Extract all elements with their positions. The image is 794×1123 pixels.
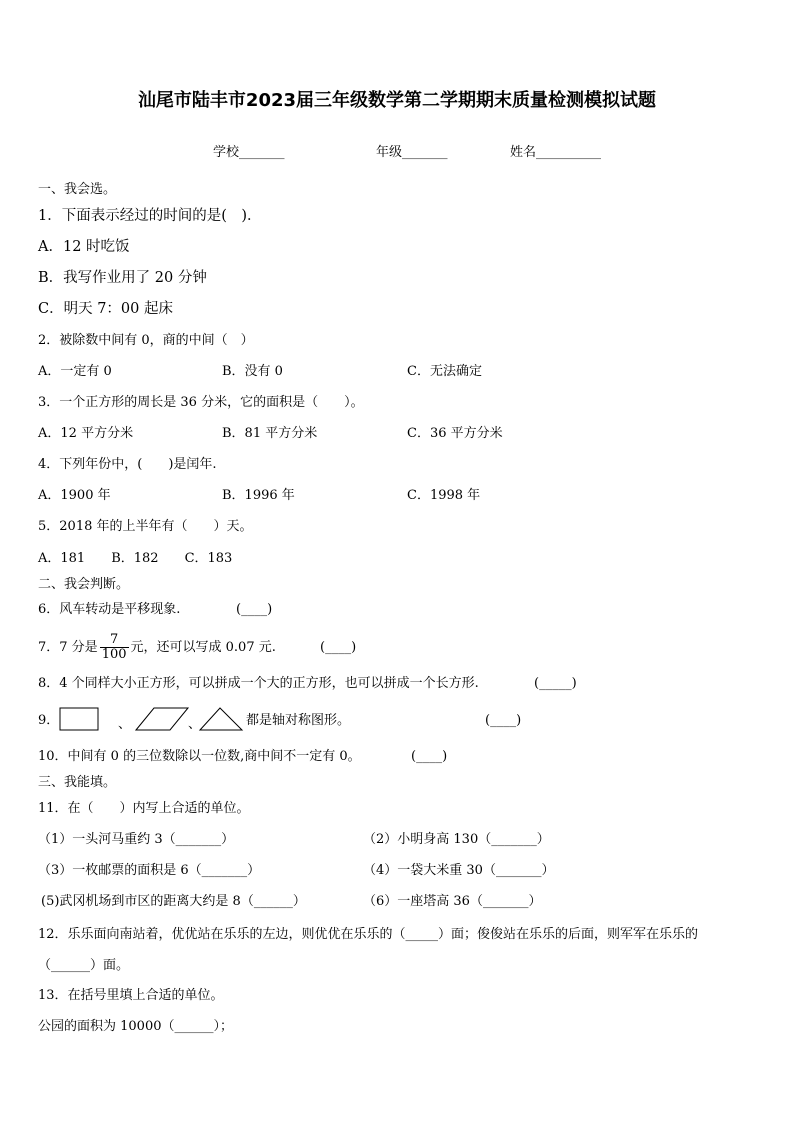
question-7-stem xyxy=(38,631,276,665)
question-3-stem: 3．一个正方形的周长是 36 分米，它的面积是（ ）。 xyxy=(38,395,364,410)
question-8-answer-paren[interactable]: (_____) xyxy=(534,676,577,691)
rectangle-shape xyxy=(60,708,98,730)
question-7-answer-paren[interactable]: (____) xyxy=(320,640,357,655)
fraction-numerator: 7 xyxy=(109,632,119,647)
question-3-option-a[interactable]: A．12 平方分米 xyxy=(38,426,134,441)
question-4-stem: 4．下列年份中，( )是闰年. xyxy=(38,457,217,472)
name-field[interactable]: 姓名__________ xyxy=(510,145,602,160)
page-title: 汕尾市陆丰市2023届三年级数学第二学期期末质量检测模拟试题 xyxy=(137,90,657,111)
question-4-option-b[interactable]: B．1996 年 xyxy=(222,488,295,503)
question-1-option-a[interactable]: A．12 时吃饭 xyxy=(38,239,130,255)
question-1-option-b[interactable]: B．我写作业用了 20 分钟 xyxy=(38,270,207,286)
question-12-line-1: 12．乐乐面向南站着，优优站在乐乐的左边，则优优在乐乐的（_____）面；俊俊站在乐乐的后面，则军军在乐乐的 xyxy=(38,927,699,942)
question-5-stem: 5．2018 年的上半年有（ ）天。 xyxy=(38,519,253,534)
question-2-stem: 2．被除数中间有 0，商的中间（ ） xyxy=(38,333,254,348)
question-3-option-b[interactable]: B．81 平方分米 xyxy=(222,426,318,441)
triangle-shape xyxy=(200,708,242,730)
question-2-option-b[interactable]: B．没有 0 xyxy=(222,364,283,379)
section-heading-choose: 一、我会选。 xyxy=(38,182,117,197)
question-13-stem: 13．在括号里填上合适的单位。 xyxy=(38,988,224,1003)
school-field[interactable]: 学校_______ xyxy=(213,145,285,160)
section-heading-fill: 三、我能填。 xyxy=(38,775,117,790)
question-11-item-4[interactable]: （4）一袋大米重 30（_______） xyxy=(363,863,555,878)
question-1-option-c[interactable]: C．明天 7：00 起床 xyxy=(38,301,173,317)
fraction-7-over-100 xyxy=(100,633,129,662)
question-9-text: 都是轴对称图形。 xyxy=(246,713,351,728)
question-12-line-2[interactable]: （______）面。 xyxy=(38,958,130,973)
fraction-denominator: 100 xyxy=(101,647,127,662)
question-6-stem: 6．风车转动是平移现象. xyxy=(38,602,181,617)
question-2-option-c[interactable]: C．无法确定 xyxy=(407,364,482,379)
section-heading-judge: 二、我会判断。 xyxy=(38,577,130,592)
question-7-text-pre: 7．7 分是 xyxy=(38,640,98,655)
question-10-answer-paren[interactable]: (____) xyxy=(411,749,448,764)
question-9-answer-paren[interactable]: (____) xyxy=(485,713,522,728)
question-9-separator-1: 、 xyxy=(118,717,132,732)
question-10-stem: 10．中间有 0 的三位数除以一位数,商中间不一定有 0。 xyxy=(38,749,361,764)
question-2-option-a[interactable]: A．一定有 0 xyxy=(38,364,112,379)
question-13-line[interactable]: 公园的面积为 10000（______）； xyxy=(38,1019,233,1034)
question-7-text-post: 元，还可以写成 0.07 元. xyxy=(130,640,276,655)
question-11-stem: 11．在（ ）内写上合适的单位。 xyxy=(38,801,250,816)
parallelogram-shape xyxy=(136,708,188,730)
question-9-shapes xyxy=(58,706,248,732)
question-4-option-c[interactable]: C．1998 年 xyxy=(407,488,481,503)
student-info-line xyxy=(0,141,794,161)
question-9-separator-2: 、 xyxy=(188,717,202,732)
question-11-item-2[interactable]: （2）小明身高 130（_______） xyxy=(363,832,550,847)
grade-field[interactable]: 年级_______ xyxy=(376,145,448,160)
question-8-stem: 8．4 个同样大小正方形，可以拼成一个大的正方形，也可以拼成一个长方形. xyxy=(38,676,479,691)
question-11-item-6[interactable]: （6）一座塔高 36（_______） xyxy=(363,894,542,909)
question-11-item-3[interactable]: （3）一枚邮票的面积是 6（_______） xyxy=(38,863,261,878)
question-3-option-c[interactable]: C．36 平方分米 xyxy=(407,426,503,441)
question-11-item-5[interactable]: (5)武冈机场到市区的距离大约是 8（______） xyxy=(41,894,306,909)
question-1-stem: 1．下面表示经过的时间的是( )． xyxy=(38,208,262,224)
question-5-options[interactable]: A．181 B．182 C．183 xyxy=(38,551,233,566)
question-9-number: 9． xyxy=(38,713,60,728)
question-4-option-a[interactable]: A．1900 年 xyxy=(38,488,111,503)
question-11-item-1[interactable]: （1）一头河马重约 3（_______） xyxy=(38,832,235,847)
question-6-answer-paren[interactable]: (____) xyxy=(236,602,273,617)
